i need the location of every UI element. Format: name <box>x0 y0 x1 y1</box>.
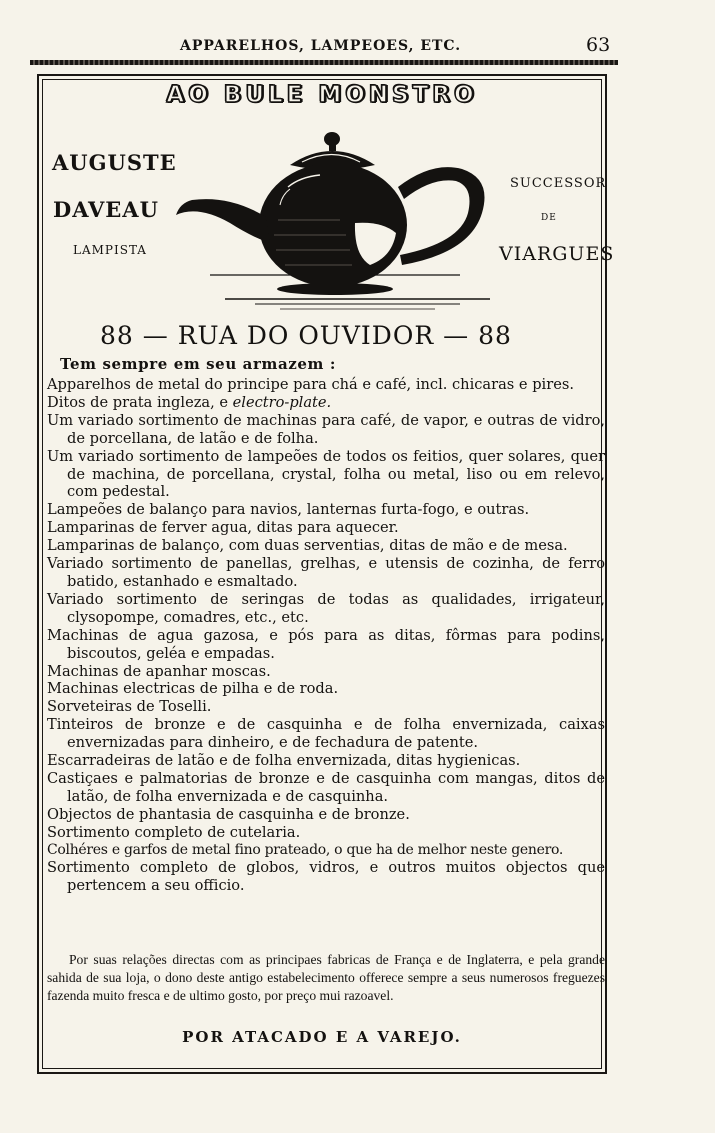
successor-label: SUCCESSOR <box>510 176 607 191</box>
item-text-italic: electro-plate. <box>232 393 332 411</box>
list-item <box>47 555 605 591</box>
list-item <box>47 376 605 394</box>
item-text: Sortimento completo de globos, vidros, e outros muitos objectos que pertencem a seu officio. <box>47 859 605 895</box>
item-text: Machinas de agua gazosa, e pós para as ditas, fôrmas para podins, biscoutos, geléa e empadas. <box>47 626 605 662</box>
successor-of-label: DE <box>541 213 557 223</box>
merchant-last-name: DAVEAU <box>53 197 159 222</box>
predecessor-name: VIARGUES <box>499 243 615 265</box>
list-item <box>47 627 605 663</box>
item-text: Tinteiros de bronze e de casquinha e de folha envernizada, caixas envernizadas para dinheiro, e de fechadura de patente. <box>47 716 605 752</box>
closing-paragraph: Por suas relações directas com as principaes fabricas de França e de Inglaterra, e pela grande sahida de sua loja, o dono deste antigo estabelecimento offerece sempre a seus numerosos freguezes fazenda muito fresca e de ultimo gosto, por preço mui razoavel. <box>47 952 605 1003</box>
item-text: Variado sortimento de seringas de todas as qualidades, irrigateur, clysopompe, comadres, etc., etc. <box>47 590 605 626</box>
item-text: Um variado sortimento de machinas para café, de vapor, e outras de vidro, de porcellana, de latão e de folha. <box>47 411 605 447</box>
list-item <box>47 859 605 895</box>
item-text: Machinas electricas de pilha e de roda. <box>47 680 339 698</box>
list-item <box>47 519 605 537</box>
item-text: Lamparinas de ferver agua, ditas para aquecer. <box>47 519 399 537</box>
list-item <box>47 716 605 752</box>
list-item <box>47 680 605 698</box>
item-text: Colhéres e garfos de metal fino prateado, o que ha de melhor neste genero. <box>47 841 564 858</box>
ad-headline: AO BULE MONSTRO <box>166 82 478 108</box>
top-rule <box>30 60 618 65</box>
page-number: 63 <box>586 34 611 56</box>
list-item <box>47 448 605 502</box>
list-item <box>47 824 605 842</box>
list-item <box>47 501 605 519</box>
list-item <box>47 591 605 627</box>
item-text: Objectos de phantasia de casquinha e de bronze. <box>47 805 410 823</box>
item-text: Apparelhos de metal do principe para chá e café, incl. chicaras e pires. <box>47 376 574 393</box>
product-list <box>47 376 605 895</box>
list-item <box>47 698 605 716</box>
item-text: Castiçaes e palmatorias de bronze e de casquinha com mangas, ditos de latão, de folha envernizada e de casquinha. <box>47 769 605 805</box>
ad-footer: POR ATACADO E A VAREJO. <box>182 1028 462 1046</box>
list-item <box>47 394 605 412</box>
list-item <box>47 663 605 681</box>
item-text: Variado sortimento de panellas, grelhas, e utensis de cozinha, de ferro batido, estanhado e esmaltado. <box>47 555 605 590</box>
item-text: Machinas de apanhar moscas. <box>47 662 271 680</box>
item-text: Sortimento completo de cutelaria. <box>47 823 301 841</box>
item-text: Um variado sortimento de lampeões de todos os feitios, quer solares, quer de machina, de porcellana, crystal, folha ou metal, liso ou em relevo, com pedestal. <box>47 447 605 501</box>
shop-address: 88 — RUA DO OUVIDOR — 88 <box>100 321 512 350</box>
running-head <box>0 34 715 58</box>
list-item <box>47 842 605 860</box>
item-text: Lampeões de balanço para navios, lanternas furta-fogo, e outras. <box>47 501 530 519</box>
list-item <box>47 806 605 824</box>
item-text: Lamparinas de balanço, com duas serventias, ditas de mão e de mesa. <box>47 537 568 555</box>
list-item <box>47 752 605 770</box>
list-item <box>47 770 605 806</box>
running-head-title: APPARELHOS, LAMPEOES, ETC. <box>180 38 462 54</box>
list-item <box>47 412 605 448</box>
item-text: Sorveteiras de Toselli. <box>47 698 212 716</box>
item-text: Ditos de prata ingleza, e <box>47 393 233 411</box>
merchant-first-name: AUGUSTE <box>52 150 177 175</box>
list-item <box>47 537 605 555</box>
item-text: Escarradeiras de latão e de folha envernizada, ditas hygienicas. <box>47 752 521 770</box>
merchant-trade: LAMPISTA <box>73 243 147 257</box>
stock-heading: Tem sempre em seu armazem : <box>60 355 336 373</box>
teapot-illustration <box>170 125 510 320</box>
